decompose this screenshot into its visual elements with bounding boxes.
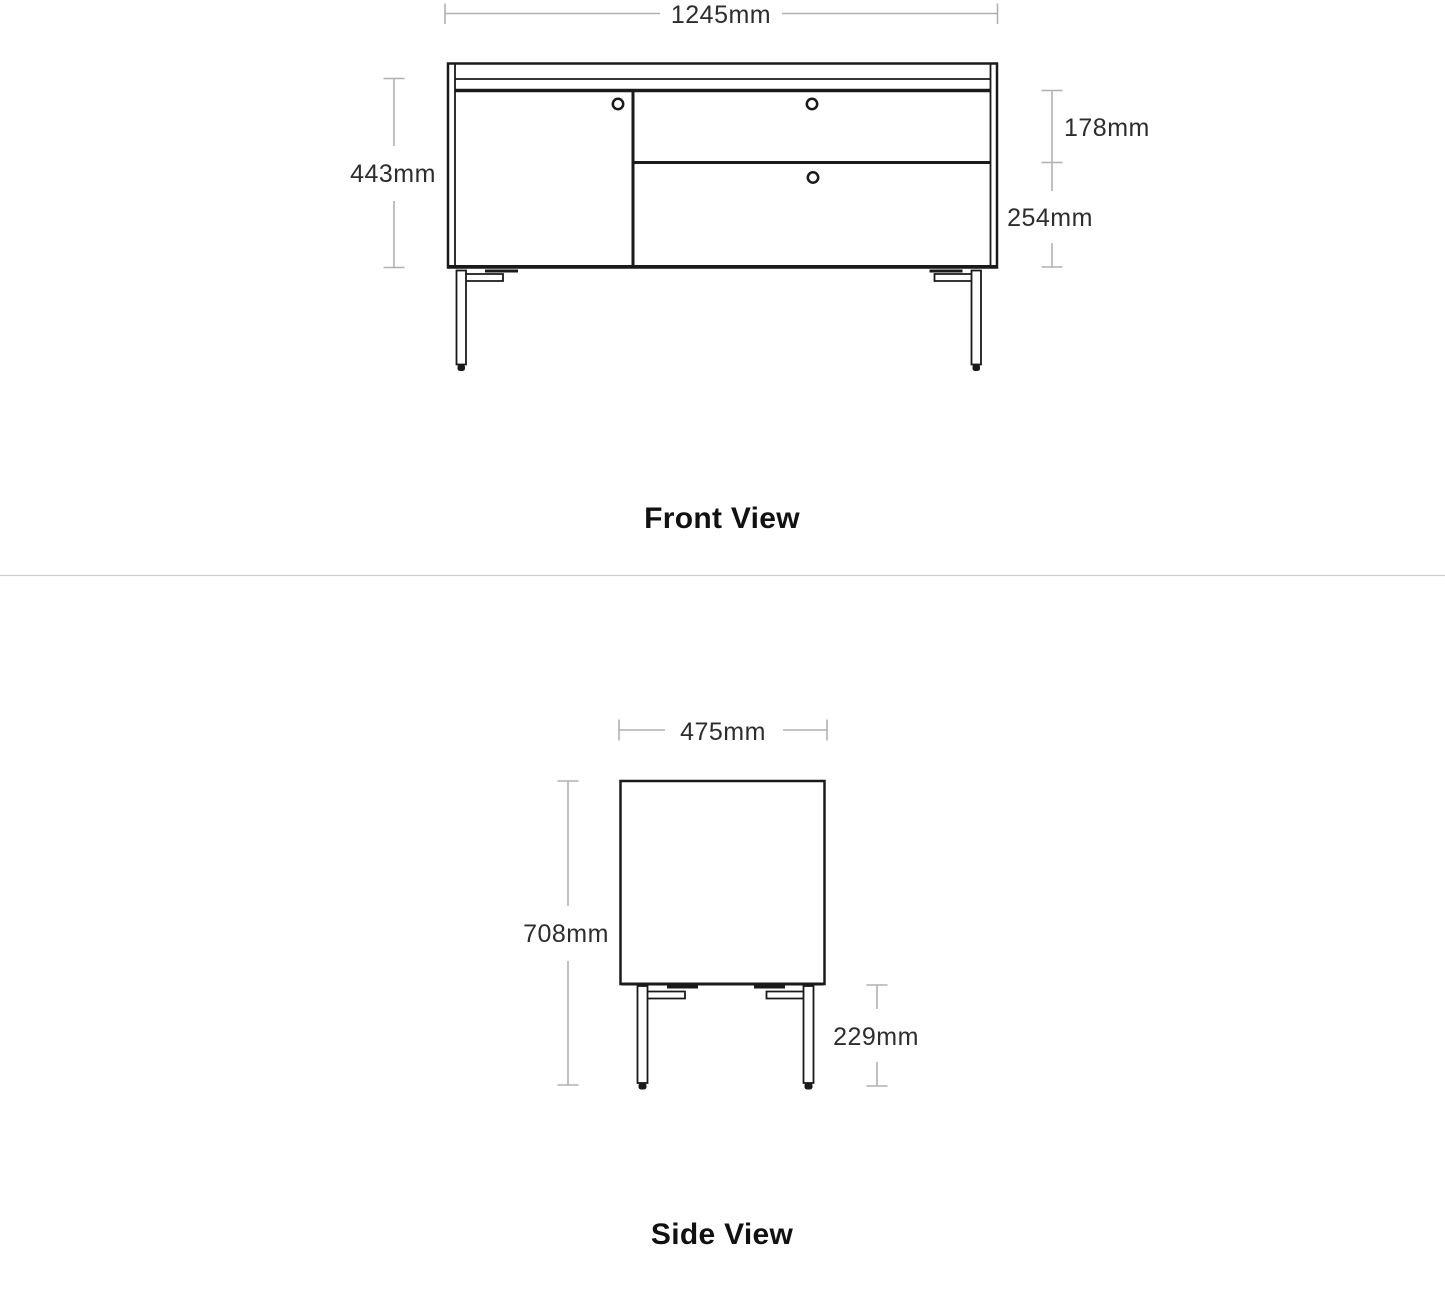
front-cabinet-outline: [448, 64, 997, 268]
front-right-leg-foot: [973, 365, 981, 372]
side-front-leg-mount-plate: [667, 986, 698, 989]
side-front-leg-bracket: [648, 992, 685, 999]
front-bottom-drawer-knob: [808, 172, 818, 182]
side-front-leg-post: [638, 986, 648, 1083]
front-left-leg-bracket: [467, 274, 504, 281]
front-right-leg: [930, 270, 982, 372]
side-depth-dimension: [619, 718, 827, 746]
side-back-leg-bracket: [767, 992, 804, 999]
side-view-title: Side View: [650, 1218, 794, 1251]
side-view-drawing: [523, 718, 919, 1251]
side-cabinet-body: [621, 781, 825, 984]
front-right-leg-bracket: [935, 274, 972, 281]
front-top-drawer-dimension-label: 178mm: [1064, 114, 1150, 142]
side-back-leg-foot: [805, 1083, 813, 1090]
front-width-dimension-label: 1245mm: [670, 1, 772, 29]
side-height-dimension: [523, 781, 609, 1085]
front-right-leg-post: [972, 271, 982, 365]
front-bottom-drawer-dimension-label: 254mm: [1007, 204, 1093, 232]
front-top-drawer-dimension: [1042, 91, 1150, 163]
front-view-drawing: [350, 1, 1150, 535]
side-back-leg-mount-plate: [754, 986, 785, 989]
front-left-leg-post: [457, 271, 467, 365]
front-door-knob: [613, 99, 623, 109]
side-cabinet-outline: [621, 781, 825, 984]
front-height-dimension-label: 443mm: [350, 160, 436, 188]
front-left-leg-mount-plate: [485, 270, 518, 273]
front-height-dimension: [350, 79, 436, 268]
front-top-drawer-knob: [807, 99, 817, 109]
side-back-leg: [754, 986, 814, 1090]
side-leg-dimension-label: 229mm: [833, 1023, 919, 1051]
side-leg-dimension: [833, 985, 919, 1086]
side-front-leg: [638, 986, 699, 1090]
side-depth-dimension-label: 475mm: [680, 718, 766, 746]
front-cabinet-body: [448, 64, 997, 268]
front-left-leg-foot: [458, 365, 466, 372]
front-bottom-drawer-dimension: [1007, 163, 1093, 268]
front-width-dimension: [445, 1, 998, 29]
front-left-leg: [457, 270, 519, 372]
side-back-leg-post: [804, 986, 814, 1083]
side-front-leg-foot: [639, 1083, 647, 1090]
front-right-leg-mount-plate: [930, 270, 963, 273]
side-height-dimension-label: 708mm: [523, 920, 609, 948]
front-view-title: Front View: [644, 502, 800, 535]
